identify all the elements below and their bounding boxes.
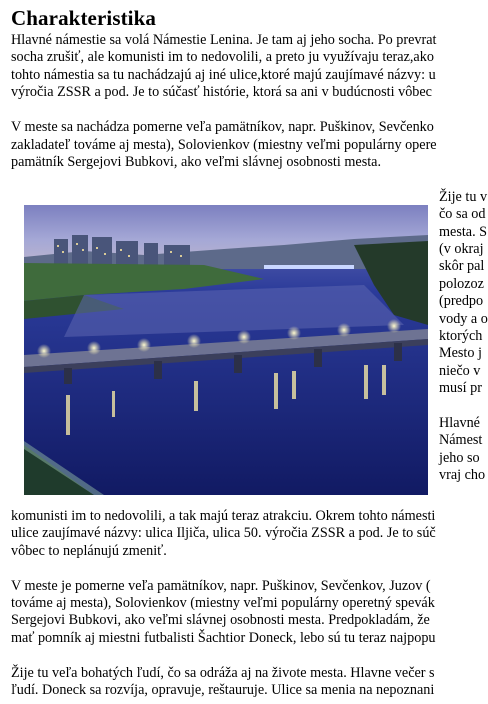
text-line: ľudí. Doneck sa rozvíja, opravuje, reštauruje. Ulice sa menia na nepoznani: [11, 682, 435, 699]
text-line: V meste je pomerne veľa pamätníkov, napr. Puškinov, Sevčenkov, Juzov (: [11, 577, 431, 594]
text-line: [439, 398, 488, 415]
text-line: Námest: [439, 432, 483, 449]
text-line: Sergejovi Bubkovi, ako veľmi slávnej osobnosti mesta. Predpokladám, že: [11, 612, 430, 629]
text-line: (predpo: [439, 293, 484, 310]
text-line: pamätník Sergejovi Bubkovi, ako veľmi slávnej osobnosti mesta.: [11, 153, 381, 170]
text-line: výročia ZSSR a pod. Je to súčasť histórie, ktorá sa ani v budúcnosti vôbec: [11, 84, 432, 101]
text-line: polozoz: [439, 275, 484, 292]
text-line: musí pr: [439, 380, 482, 397]
paragraph-3: [11, 508, 488, 560]
text-line: ulice zaujímavé názvy: ulica Iljiča, ulica 50. výročia ZSSR a pod. Je to súč: [11, 525, 436, 542]
text-line: čo sa od: [439, 206, 486, 223]
paragraph-4: [11, 578, 488, 648]
text-line: Žije tu v: [439, 188, 488, 205]
text-line: tohto námestia sa tu nachádzajú aj iné ulice,ktoré majú zaujímavé názvy: u: [11, 66, 436, 83]
river-bridge-night-image: [24, 205, 428, 495]
text-line: niečo v: [439, 362, 481, 379]
side-column: [439, 189, 488, 485]
text-line: Mesto j: [439, 345, 482, 362]
text-line: socha zrušiť, ale komunisti im to nedovolili, a preto ju využívaju teraz,ako: [11, 49, 434, 66]
paragraph-2: [11, 119, 488, 171]
text-line: Žije tu veľa bohatých ľudí, čo sa odráža aj na živote mesta. Hlavne večer s: [11, 664, 435, 681]
text-line: mesta. S: [439, 223, 488, 240]
photo-section: [11, 189, 488, 508]
city-night-photo: [24, 205, 428, 495]
text-line: mať pomník aj miestni futbalisti Šachtior Doneck, lebo sú tu teraz najpopu: [11, 629, 436, 646]
text-line: komunisti im to nedovolili, a tak majú teraz atrakciu. Okrem tohto námesti: [11, 507, 436, 524]
text-line: V meste sa nachádza pomerne veľa pamätníkov, napr. Puškinov, Sevčenko: [11, 119, 434, 136]
text-line: vôbec to neplánujú zmeniť.: [11, 542, 167, 559]
text-line: vody a o: [439, 310, 488, 327]
text-line: zakladateľ továme aj mesta), Solovienkov (miestny veľmi populárny opere: [11, 136, 437, 153]
text-line: (v okraj: [439, 241, 484, 258]
text-line: skôr pal: [439, 258, 485, 275]
text-line: vraj cho: [439, 467, 486, 484]
page-title: Charakteristika: [11, 6, 156, 30]
paragraph-1: [11, 32, 488, 102]
text-line: ktorých: [439, 328, 483, 345]
text-line: Hlavné: [439, 415, 480, 431]
article: [11, 6, 488, 700]
text-line: Hlavné námestie sa volá Námestie Lenina. Je tam aj jeho socha. Po prevrat: [11, 32, 437, 48]
text-line: jeho so: [439, 449, 480, 466]
paragraph-5: [11, 665, 488, 700]
text-line: továme aj mesta), Solovienkov (miestny veľmi populárny operetný spevák: [11, 595, 435, 612]
